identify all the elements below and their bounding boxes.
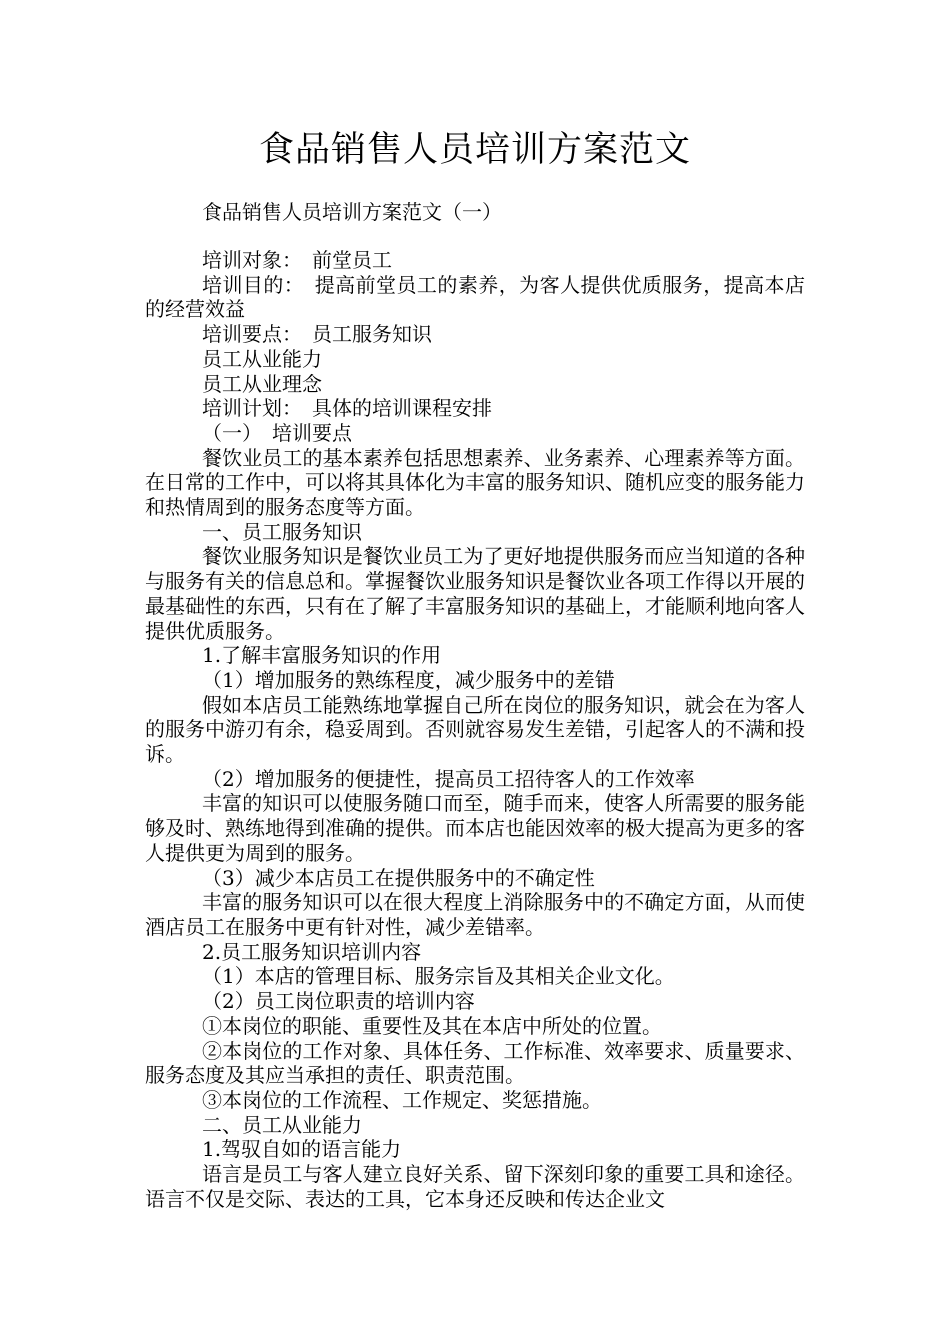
section-heading: （2）增加服务的便捷性，提高员工招待客人的工作效率 [202,766,695,791]
paragraph: 丰富的知识可以使服务随口而至，随手而来，使客人所需要的服务能够及时、熟练地得到准确的提供。而本店也能因效率的极大提高为更多的客人提供更为周到的服务。 [145,791,805,865]
section-heading: （一） 培训要点 [202,420,352,445]
list-item: （2）员工岗位职责的培训内容 [202,989,475,1014]
list-item: ①本岗位的职能、重要性及其在本店中所处的位置。 [202,1013,662,1038]
list-item: （1）本店的管理目标、服务宗旨及其相关企业文化。 [202,964,675,989]
section-heading: 一、员工服务知识 [202,519,362,544]
paragraph: 培训目的： 提高前堂员工的素养，为客人提供优质服务，提高本店的经营效益 [145,272,805,322]
section-heading: 2.员工服务知识培训内容 [202,939,422,964]
list-item: ②本岗位的工作对象、具体任务、工作标准、效率要求、质量要求、服务态度及其应当承担的责任、职责范围。 [145,1038,805,1088]
section-heading: （1）增加服务的熟练程度，减少服务中的差错 [202,667,615,692]
paragraph: 培训对象： 前堂员工 [202,248,392,272]
section-heading: 二、员工从业能力 [202,1112,362,1137]
paragraph: 假如本店员工能熟练地掌握自己所在岗位的服务知识，就会在为客人的服务中游刃有余，稳妥周到。否则就容易发生差错，引起客人的不满和投诉。 [145,692,805,767]
section-heading: 1.了解丰富服务知识的作用 [202,643,442,668]
section-heading: （3）减少本店员工在提供服务中的不确定性 [202,865,595,890]
document-body [145,248,805,1211]
paragraph: 员工从业能力 [202,346,322,371]
paragraph: 餐饮业服务知识是餐饮业员工为了更好地提供服务而应当知道的各种与服务有关的信息总和。掌握餐饮业服务知识是餐饮业各项工作得以开展的最基础性的东西，只有在了解了丰富服务知识的基础上，才能顺利地向客人提供优质服务。 [145,544,805,643]
paragraph: 餐饮业员工的基本素养包括思想素养、业务素养、心理素养等方面。在日常的工作中，可以将其具体化为丰富的服务知识、随机应变的服务能力和热情周到的服务态度等方面。 [145,445,805,520]
paragraph: 员工从业理念 [202,371,322,396]
paragraph: 培训要点： 员工服务知识 [202,322,432,347]
document-title: 食品销售人员培训方案范文 [258,130,691,170]
paragraph: 丰富的服务知识可以在很大程度上消除服务中的不确定方面，从而使酒店员工在服务中更有针对性，减少差错率。 [145,890,805,939]
list-item: ③本岗位的工作流程、工作规定、奖惩措施。 [202,1087,602,1112]
document-subtitle: 食品销售人员培训方案范文（一） [202,200,502,224]
paragraph: 培训计划： 具体的培训课程安排 [202,396,492,421]
section-heading: 1.驾驭自如的语言能力 [202,1137,402,1162]
paragraph: 语言是员工与客人建立良好关系、留下深刻印象的重要工具和途径。语言不仅是交际、表达的工具，它本身还反映和传达企业文 [145,1162,805,1211]
